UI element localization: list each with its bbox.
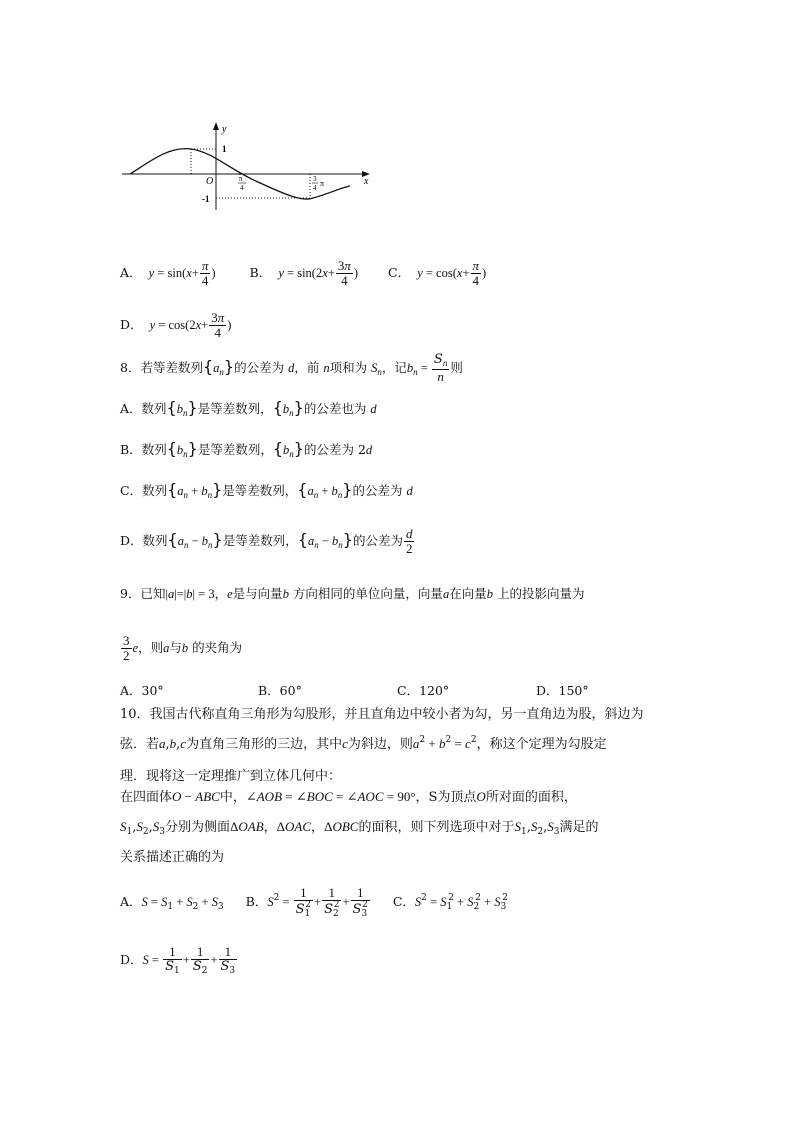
tick-3pi4-den: 4 [313, 184, 317, 192]
sine-graph [118, 118, 378, 213]
q7-option-b-label: B． [249, 265, 272, 280]
tick-pi4-num: π [239, 175, 243, 183]
origin-label: O [206, 176, 214, 187]
q8-option-a: A．数列$\{b_n\}$是等差数列，$\{b_n\}$的公差也为 d [120, 398, 377, 418]
tick-3pi4-pi: π [320, 179, 325, 188]
q9-stem-line1: 9．已知|a|=|b| = 3，e是与向量b 方向相同的单位向量，向量a在向量b 上的投影向量为 [120, 586, 585, 601]
x-axis-label: x [364, 176, 369, 187]
q10-option-d: D．S = $\frac{1}{S_1}$ + $\frac{1}{S_2}$ + $\frac{1}{S_3}$ [120, 943, 236, 976]
q9-option-d: D．150° [536, 683, 589, 698]
q8-option-d: D．数列$\{a_n - b_n\}$是等差数列，$\{a_n - b_n\}$的公差为 $\frac{d}{2}$ [120, 526, 413, 556]
tick-3pi4-num: 3 [313, 175, 317, 183]
q10-line6: 关系描述正确的为 [120, 850, 225, 865]
q9-option-c: C．120° [397, 683, 450, 698]
q8-stem: 8．若等差数列$\{a_n\}$的公差为 d，前 n项和为 $S_n$，记$b_n$ = $\frac{S_n}{n}$ 则 [120, 352, 463, 384]
q7-option-d: D． y = cos(2x+ $\frac{3\pi}{4}$ ) [120, 310, 232, 340]
q10-line4: 在四面体O − ABC中，∠AOB = ∠BOC = ∠AOC = 90°，S为顶点O所对面的面积， [120, 789, 577, 805]
y-axis-arrow-icon [213, 122, 219, 130]
q7-option-c-label: C． [388, 265, 411, 280]
q7-options-row: A． y = sin(x+ $\frac{\pi}{4}$ ) B． y = sin(2x+ $\frac{3\pi}{4}$ ) C． y = cos(x+ $\frac{\pi}{4}$ ) [120, 258, 487, 288]
q10-line3: 理．现将这一定理推广到立体几何中： [120, 769, 342, 784]
q10-options-row: A．$S = S_1 + S_2 + S_3$ B．$S^2$ = $\frac{1}{S_1^2}$ + $\frac{1}{S_2^2}$ + $\frac{1}{S_3^2}$ C．$S^2 = S_1^2 + S_2^2 + S_3^2$ [120, 884, 508, 919]
q10-line5: $S_1,S_2,S_3$分别为侧面ΔOAB，ΔOAC，ΔOBC的面积，则下列选项中对于$S_1,S_2,S_3$满足的 [120, 819, 599, 837]
q7-option-c-formula: y [414, 266, 423, 280]
tick-neg1-label: -1 [202, 194, 210, 204]
q7-option-a-label: A． [120, 265, 142, 280]
tick-pi4-den: 4 [240, 184, 244, 192]
tick-1-label: 1 [222, 144, 227, 154]
q7-option-d-label: D． [120, 317, 143, 332]
q10-line1: 10．我国古代称直角三角形为勾股形，并且直角边中较小者为勾，另一直角边为股，斜边为 [120, 707, 644, 722]
q7-option-b-formula: y [275, 266, 284, 280]
q8-option-c: C．数列$\{a_n + b_n\}$是等差数列，$\{a_n + b_n\}$的公差为 d [120, 480, 413, 500]
q10-line2: 弦．若a,b,c为直角三角形的三边，其中c为斜边，则$a^2 + b^2 = c^2$，称这个定理为勾股定 [120, 735, 607, 752]
q7-option-a-formula: y [145, 266, 155, 280]
q9-option-b: B．60° [258, 683, 302, 698]
q9-stem-line2: $\frac{3}{2}$ e，则a与b 的夹角为 [123, 633, 243, 663]
y-axis-label: y [222, 124, 227, 135]
q9-option-a: A．30° [120, 683, 164, 698]
q8-option-b: B．数列$\{b_n\}$是等差数列，$\{b_n\}$的公差为 2d [120, 439, 373, 459]
